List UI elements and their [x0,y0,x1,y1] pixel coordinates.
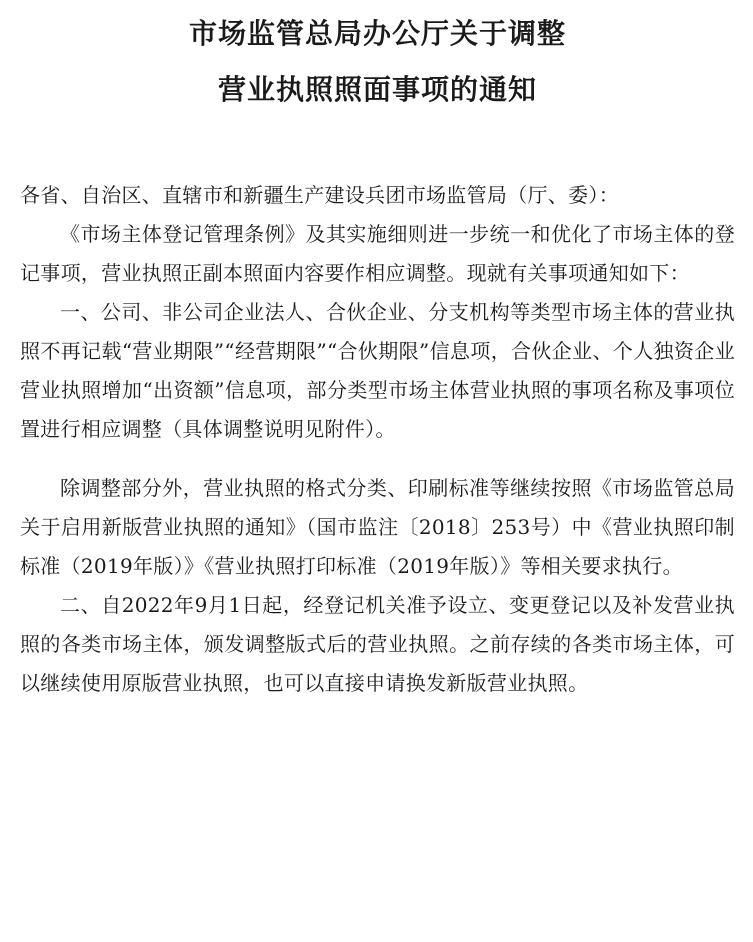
document-title-line-1: 市场监管总局办公厅关于调整 [188,17,566,50]
paragraph-intro: 《市场主体登记管理条例》及其实施细则进一步统一和优化了市场主体的登记事项，营业执照正副本照面内容要作相应调整。现就有关事项通知如下： [20,222,735,285]
paragraph-item-two: 二、自2022年9月1日起，经登记机关准予设立、变更登记以及补发营业执照的各类市场主体，颁发调整版式后的营业执照。之前存续的各类市场主体，可以继续使用原版营业执照，也可以直接申请换发新版营业执照。 [20,593,735,695]
salutation: 各省、自治区、直辖市和新疆生产建设兵团市场监管局（厅、委）： [20,183,619,207]
paragraph-exception: 除调整部分外，营业执照的格式分类、印刷标准等继续按照《市场监管总局关于启用新版营业执照的通知》（国市监注〔2018〕253号）中《营业执照印制标准（2019年版）》《营业执照打印标准（2019年版）》等相关要求执行。 [20,476,735,578]
document-title-line-2: 营业执照照面事项的通知 [217,73,537,106]
paragraph-item-one: 一、公司、非公司企业法人、合伙企业、分支机构等类型市场主体的营业执照不再记载“营业期限”“经营期限”“合伙期限”信息项，合伙企业、个人独资企业营业执照增加“出资额”信息项，部分类型市场主体营业执照的事项名称及事项位置进行相应调整（具体调整说明见附件）。 [20,300,735,441]
